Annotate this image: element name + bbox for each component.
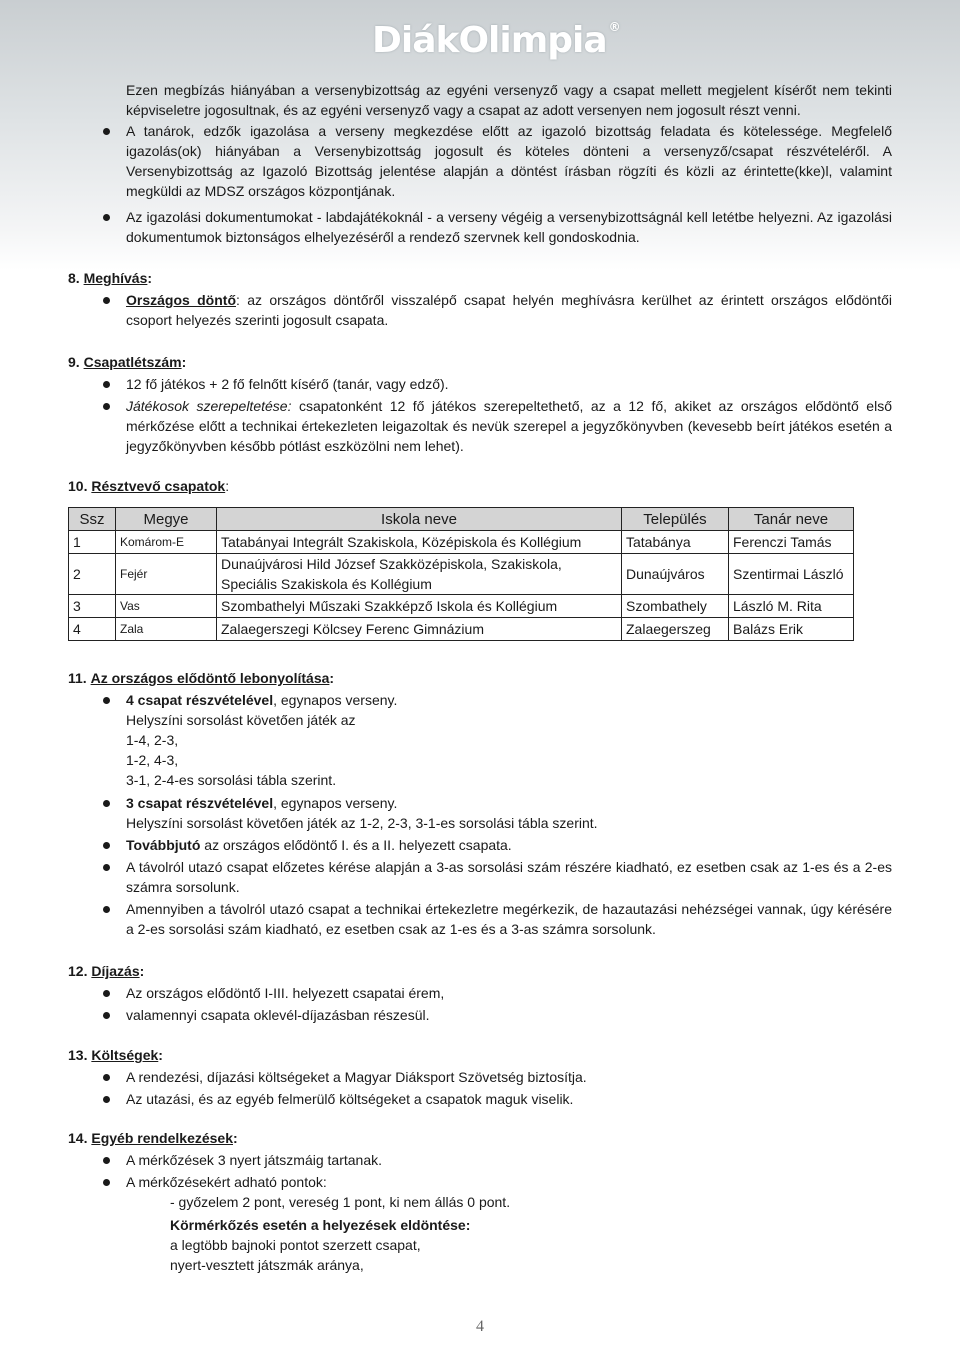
page-number: 4 bbox=[476, 1318, 484, 1335]
cell-tanar: László M. Rita bbox=[729, 595, 854, 618]
bullet-icon bbox=[103, 697, 110, 704]
column-header-tanar: Tanár neve bbox=[729, 508, 854, 531]
section-14-item: A mérkőzésekért adható pontok: bbox=[126, 1174, 327, 1190]
bullet-icon bbox=[103, 990, 110, 997]
cell-ssz: 2 bbox=[69, 554, 116, 595]
cell-telepules: Zalaegerszeg bbox=[622, 618, 729, 641]
section-13-item: A rendezési, díjazási költségeket a Magyar Diáksport Szövetség biztosítja. bbox=[126, 1069, 587, 1085]
section-8-heading: 8. Meghívás: bbox=[68, 270, 153, 286]
bullet-icon bbox=[103, 1074, 110, 1081]
draw-line: Helyszíni sorsolást követően játék az bbox=[126, 712, 356, 728]
draw-line: 3-1, 2-4-es sorsolási tábla szerint. bbox=[126, 772, 337, 788]
bullet-icon bbox=[103, 1179, 110, 1186]
bullet-icon bbox=[103, 842, 110, 849]
tiebreak-line: a legtöbb bajnoki pontot szerzett csapat, bbox=[170, 1237, 421, 1253]
cell-tanar: Ferenczi Tamás bbox=[729, 531, 854, 554]
section-11-item-advancing: Továbbjutó az országos elődöntő I. és a II. helyezett csapata. bbox=[126, 837, 512, 853]
bullet-icon bbox=[103, 906, 110, 913]
bullet-icon bbox=[103, 297, 110, 304]
table-row bbox=[69, 531, 854, 554]
intro-paragraph: Ezen megbízás hiányában a versenybizottság az egyéni versenyző vagy a csapat mellett megjelent kísérőt nem tekinti képviseletre jogosultnak, és az egyéni versenyző vagy a csapat az adott versenyen nem jogosult részt venni. bbox=[126, 82, 892, 118]
cell-telepules: Dunaújváros bbox=[622, 554, 729, 595]
section-8-item: Országos döntő: az országos döntőről visszalépő csapat helyén meghívásra kerülhet az érintett országos elődöntői csoport helyezés szerinti jogosult csapata. bbox=[126, 292, 892, 328]
draw-line: Helyszíni sorsolást követően játék az 1-2, 2-3, 3-1-es sorsolási tábla szerint. bbox=[126, 815, 598, 831]
cell-telepules: Szombathely bbox=[622, 595, 729, 618]
cell-iskola: Szombathelyi Műszaki Szakképző Iskola és Kollégium bbox=[217, 595, 622, 618]
bullet-icon bbox=[103, 214, 110, 221]
section-10-heading: 10. Résztvevő csapatok: bbox=[68, 478, 230, 494]
section-11-heading: 11. Az országos elődöntő lebonyolítása: bbox=[68, 670, 335, 686]
cell-tanar: Balázs Erik bbox=[729, 618, 854, 641]
diakolimpia-logo: DiákOlimpia ® bbox=[372, 20, 620, 61]
section-11-item-3teams: 3 csapat részvételével, egynapos verseny. bbox=[126, 795, 398, 811]
cell-tanar: Szentirmai László bbox=[729, 554, 854, 595]
bullet-icon bbox=[103, 381, 110, 388]
intro-bullet-documents: Az igazolási dokumentumokat - labdajátékoknál - a verseny végéig a versenybizottságnál kell letétbe helyezni. Az igazolási dokumentumok biztonságos elhelyezéséről a rendező szervnek kell gondoskodnia. bbox=[126, 209, 892, 245]
bullet-icon bbox=[103, 1096, 110, 1103]
cell-iskola: Dunaújvárosi Hild József Szakközépiskola, Szakiskola, Speciális Szakiskola és Kollégium bbox=[217, 554, 622, 595]
cell-ssz: 4 bbox=[69, 618, 116, 641]
section-13-heading: 13. Költségek: bbox=[68, 1047, 163, 1063]
draw-line: 1-4, 2-3, bbox=[126, 732, 179, 748]
column-header-megye: Megye bbox=[116, 508, 217, 531]
section-11-item-4teams: 4 csapat részvételével, egynapos verseny. bbox=[126, 692, 398, 708]
section-11-item-late: Amennyiben a távolról utazó csapat a technikai értekezletre megérkezik, de hazautazási nehézségei vannak, úgy kérésére a 2-es sorsolási szám kiadható, ez esetben csak az 1-es és a 3-as számra sorsolunk. bbox=[126, 901, 892, 937]
draw-line: 1-2, 4-3, bbox=[126, 752, 179, 768]
table-row bbox=[69, 595, 854, 618]
section-14-heading: 14. Egyéb rendelkezések: bbox=[68, 1130, 238, 1146]
cell-megye: Komárom-E bbox=[116, 531, 217, 554]
bullet-icon bbox=[103, 800, 110, 807]
section-11-item-distant: A távolról utazó csapat előzetes kérése alapján a 3-as sorsolási szám részére kiadható, ez esetben csak az 1-es és a 2-es számra sorsolunk. bbox=[126, 859, 892, 895]
table-header-row bbox=[69, 508, 854, 531]
section-12-item: valamennyi csapata oklevél-díjazásban részesül. bbox=[126, 1007, 430, 1023]
section-9-item-players: Játékosok szerepeltetése: csapatonként 12 fő játékos szerepeltethető, az a 12 fő, akiket az országos elődöntő első mérkőzése előtt a technikai értekezleten leigazoltak és nevük szerepel a jegyzőkönyvben (kevesebb beírt játékos esetén a jegyzőkönyvben később pótlást eszközölni nem lehet). bbox=[126, 398, 892, 454]
bullet-icon bbox=[103, 1157, 110, 1164]
tiebreak-line: nyert-vesztett játszmák aránya, bbox=[170, 1257, 364, 1273]
section-9-item-headcount: 12 fő játékos + 2 fő felnőtt kísérő (tanár, vagy edző). bbox=[126, 376, 449, 392]
bullet-icon bbox=[103, 1012, 110, 1019]
bullet-icon bbox=[103, 864, 110, 871]
cell-megye: Zala bbox=[116, 618, 217, 641]
table-row bbox=[69, 618, 854, 641]
points-line: - győzelem 2 pont, vereség 1 pont, ki nem állás 0 pont. bbox=[170, 1194, 511, 1210]
section-13-item: Az utazási, és az egyéb felmerülő költségeket a csapatok maguk viselik. bbox=[126, 1091, 574, 1107]
column-header-ssz: Ssz bbox=[69, 508, 116, 531]
cell-megye: Fejér bbox=[116, 554, 217, 595]
bullet-icon bbox=[103, 128, 110, 135]
table-row bbox=[69, 554, 854, 595]
column-header-telepules: Település bbox=[622, 508, 729, 531]
tiebreak-title: Körmérkőzés esetén a helyezések eldöntése: bbox=[170, 1217, 471, 1233]
column-header-iskola: Iskola neve bbox=[217, 508, 622, 531]
bullet-icon bbox=[103, 403, 110, 410]
cell-iskola: Zalaegerszegi Kölcsey Ferenc Gimnázium bbox=[217, 618, 622, 641]
section-12-item: Az országos elődöntő I-III. helyezett csapatai érem, bbox=[126, 985, 445, 1001]
cell-iskola: Tatabányai Integrált Szakiskola, Középiskola és Kollégium bbox=[217, 531, 622, 554]
intro-bullet-certification: A tanárok, edzők igazolása a verseny megkezdése előtt az igazoló bizottság feladata és kötelessége. Megfelelő igazolás(ok) hiányában a Versenybizottság jogosult és köteles dönteni a versenyző/csapat részvételéről. A Versenybizottság az Igazoló Bizottság jelentése alapján a döntést írásban rögzíti és közli az érintette(kke)l, valamint megküldi az MDSZ országos központjának. bbox=[126, 123, 892, 199]
cell-ssz: 1 bbox=[69, 531, 116, 554]
section-12-heading: 12. Díjazás: bbox=[68, 963, 145, 979]
section-9-heading: 9. Csapatlétszám: bbox=[68, 354, 187, 370]
section-14-item: A mérkőzések 3 nyert játszmáig tartanak. bbox=[126, 1152, 382, 1168]
cell-telepules: Tatabánya bbox=[622, 531, 729, 554]
teams-table bbox=[68, 507, 854, 641]
cell-ssz: 3 bbox=[69, 595, 116, 618]
cell-megye: Vas bbox=[116, 595, 217, 618]
